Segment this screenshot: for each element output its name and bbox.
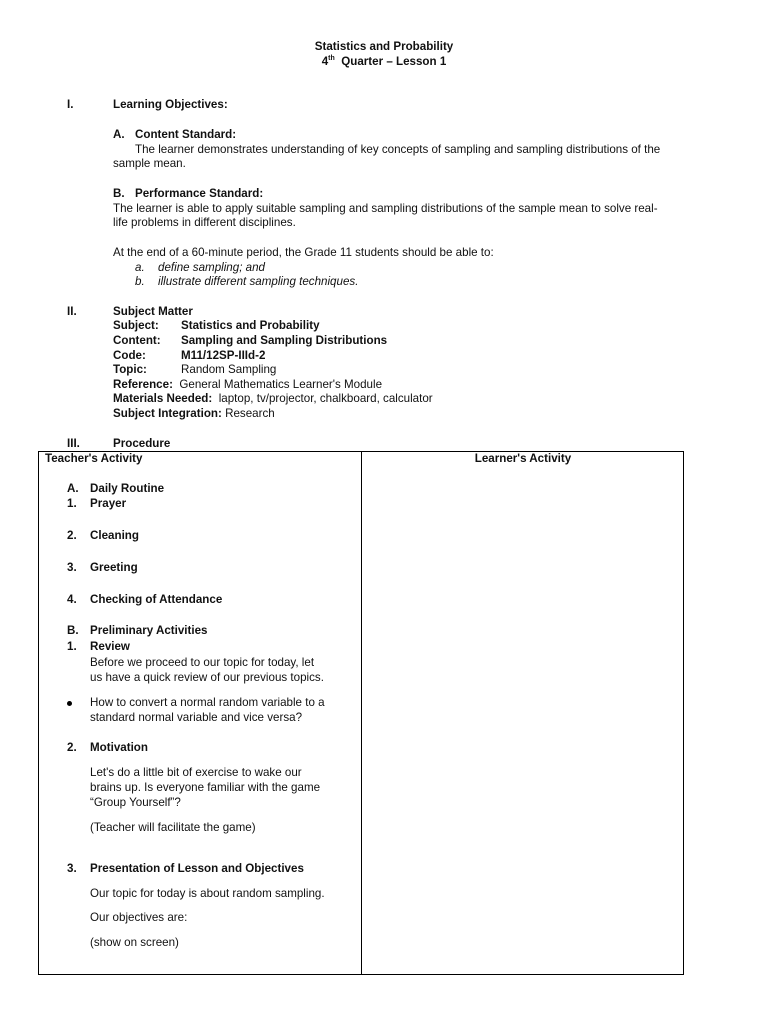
routine-cleaning: Cleaning — [90, 529, 139, 542]
reference-row — [113, 378, 382, 392]
section-heading-procedure: Procedure — [113, 437, 171, 450]
materials-row — [113, 392, 433, 406]
document-title: Statistics and Probability — [314, 40, 454, 53]
motivation-line3: “Group Yourself”? — [90, 796, 181, 809]
presentation-line3: (show on screen) — [90, 936, 179, 949]
routine-num-4: 4. — [67, 593, 77, 606]
review-label: Review — [90, 640, 130, 653]
learner-activity-header: Learner's Activity — [474, 452, 572, 465]
motivation-label: Motivation — [90, 741, 148, 754]
content-standard-line1: The learner demonstrates understanding of key concepts of sampling and sampling distributions of the — [135, 143, 661, 156]
daily-routine-label: Daily Routine — [90, 482, 165, 495]
performance-standard-letter: B. — [113, 187, 125, 200]
daily-routine-letter: A. — [67, 482, 79, 495]
teacher-activity-header: Teacher's Activity — [45, 452, 143, 465]
motivation-line2: brains up. Is everyone familiar with the game — [90, 781, 321, 794]
quarter-number: 4 — [321, 55, 329, 68]
objective-item-b: illustrate different sampling techniques. — [158, 275, 359, 288]
motivation-note: (Teacher will facilitate the game) — [90, 821, 256, 834]
performance-standard-line2: life problems in different disciplines. — [113, 216, 296, 229]
routine-greeting: Greeting — [90, 561, 138, 574]
motivation-num: 2. — [67, 741, 77, 754]
section-heading-subject-matter: Subject Matter — [113, 305, 193, 318]
subject-label: Subject: — [113, 319, 159, 332]
materials-label: Materials Needed: — [113, 392, 213, 405]
objective-letter-b: b. — [135, 275, 145, 288]
routine-num-2: 2. — [67, 529, 77, 542]
bullet-icon — [67, 701, 72, 706]
integration-label: Subject Integration: — [113, 407, 222, 420]
topic-label: Topic: — [113, 363, 147, 376]
performance-standard-line1: The learner is able to apply suitable sampling and sampling distributions of the sample mean to solve real- — [113, 202, 658, 215]
integration-row — [113, 407, 275, 421]
presentation-line2: Our objectives are: — [90, 911, 188, 924]
quarter-superscript: th — [328, 55, 335, 62]
objectives-intro: At the end of a 60-minute period, the Grade 11 students should be able to: — [113, 246, 494, 259]
quarter-rest: Quarter – Lesson 1 — [341, 55, 447, 68]
preliminary-letter: B. — [67, 624, 79, 637]
review-num: 1. — [67, 640, 77, 653]
presentation-line1: Our topic for today is about random sampling. — [90, 887, 325, 900]
content-label: Content: — [113, 334, 161, 347]
objective-item-a: define sampling; and — [158, 261, 265, 274]
section-numeral-1: I. — [67, 98, 74, 111]
presentation-label: Presentation of Lesson and Objectives — [90, 862, 304, 875]
routine-attendance: Checking of Attendance — [90, 593, 223, 606]
routine-num-1: 1. — [67, 497, 77, 510]
reference-label: Reference: — [113, 378, 173, 391]
routine-num-3: 3. — [67, 561, 77, 574]
content-standard-letter: A. — [113, 128, 125, 141]
content-standard-line2: sample mean. — [113, 157, 186, 170]
reference-value: General Mathematics Learner's Module — [179, 378, 383, 391]
review-bullet-line2: standard normal variable and vice versa? — [90, 711, 303, 724]
review-line2: us have a quick review of our previous topics. — [90, 671, 324, 684]
preliminary-label: Preliminary Activities — [90, 624, 208, 637]
table-column-divider — [361, 451, 362, 975]
code-value: M11/12SP-IIId-2 — [181, 349, 266, 362]
topic-value: Random Sampling — [181, 363, 277, 376]
materials-value: laptop, tv/projector, chalkboard, calculator — [218, 392, 433, 405]
objective-letter-a: a. — [135, 261, 145, 274]
routine-prayer: Prayer — [90, 497, 127, 510]
motivation-line1: Let's do a little bit of exercise to wake our — [90, 766, 302, 779]
section-heading-objectives: Learning Objectives: — [113, 98, 228, 111]
document-subtitle — [0, 55, 768, 69]
integration-value: Research — [225, 407, 275, 420]
content-value: Sampling and Sampling Distributions — [181, 334, 388, 347]
presentation-num: 3. — [67, 862, 77, 875]
code-label: Code: — [113, 349, 146, 362]
review-bullet-line1: How to convert a normal random variable to a — [90, 696, 325, 709]
review-line1: Before we proceed to our topic for today, let — [90, 656, 315, 669]
section-numeral-2: II. — [67, 305, 77, 318]
performance-standard-label: Performance Standard: — [135, 187, 264, 200]
subject-value: Statistics and Probability — [181, 319, 320, 332]
content-standard-label: Content Standard: — [135, 128, 237, 141]
section-numeral-3: III. — [67, 437, 80, 450]
